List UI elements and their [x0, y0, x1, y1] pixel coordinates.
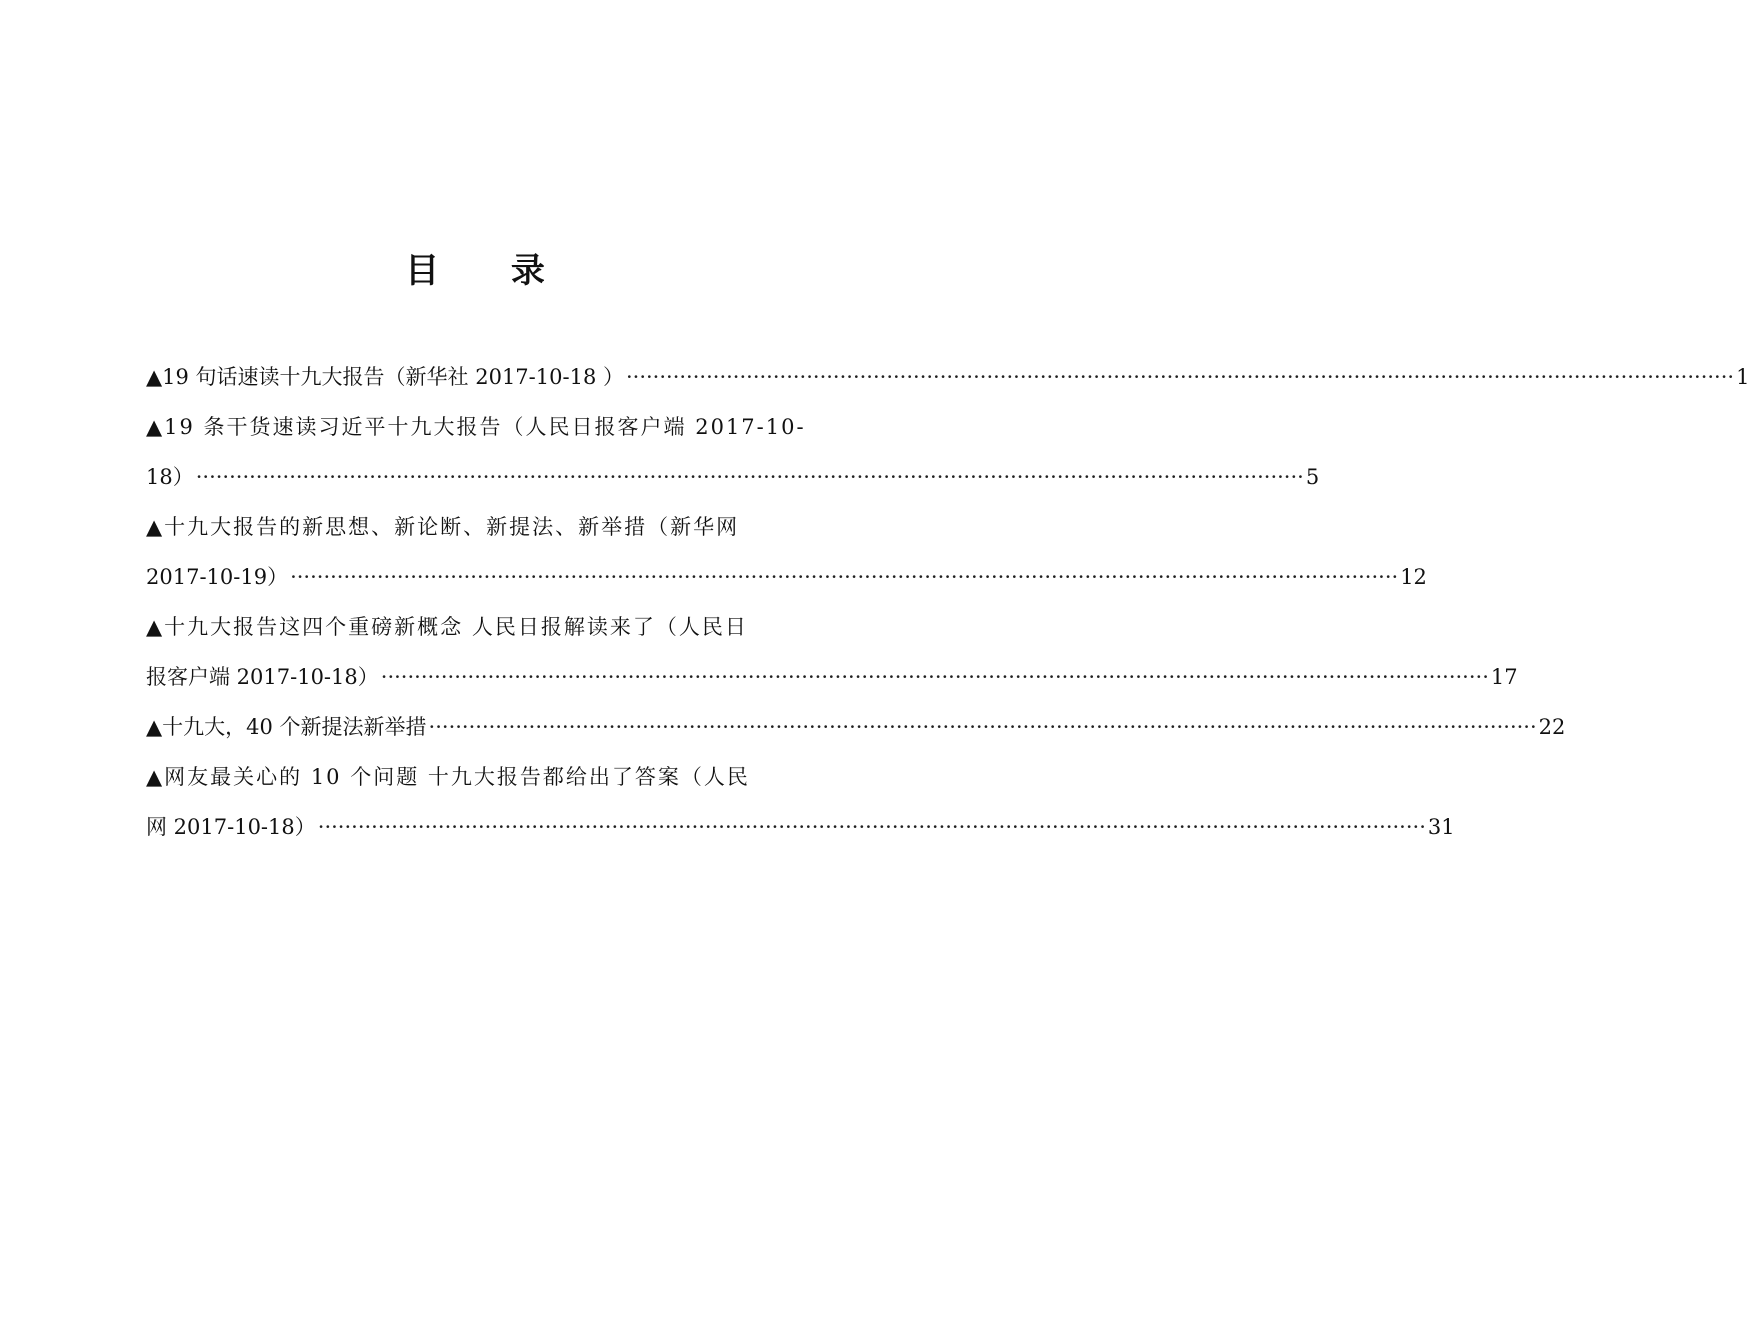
toc-entry-line	[146, 652, 1518, 702]
toc-entry-title-continued[interactable]: 18）	[146, 465, 194, 489]
toc-entry-title[interactable]: ▲十九大报告这四个重磅新概念 人民日报解读来了（人民日	[146, 615, 748, 639]
toc-entry-title-continued[interactable]: 2017-10-19）	[146, 565, 289, 589]
toc-entry-title[interactable]: ▲19 句话速读十九大报告（新华社 2017-10-18 ）	[146, 365, 624, 389]
toc-entry-1[interactable]	[146, 352, 1749, 402]
toc-entry-title[interactable]: ▲十九大，40 个新提法新举措	[146, 715, 427, 739]
toc-entry-2[interactable]	[146, 402, 1320, 502]
toc-page-number[interactable]: 5	[1305, 465, 1320, 489]
toc-entry-3[interactable]	[146, 502, 1427, 602]
dot-leader	[290, 552, 1398, 602]
toc-page-number[interactable]: 17	[1490, 665, 1518, 689]
dot-leader	[429, 702, 1537, 752]
toc-entry-5[interactable]	[146, 702, 1566, 752]
toc-entry-line	[146, 802, 1455, 852]
toc-entry-line	[146, 752, 840, 802]
toc-page-number[interactable]: 1	[1736, 365, 1749, 389]
toc-page-number[interactable]: 12	[1400, 565, 1427, 589]
toc-entry-title-continued[interactable]: 网 2017-10-18）	[146, 815, 316, 839]
toc-entry-line	[146, 352, 1749, 402]
table-of-contents	[146, 352, 1749, 852]
toc-entry-title[interactable]: ▲19 条干货速读习近平十九大报告（人民日报客户端 2017-10-	[146, 415, 806, 439]
toc-entry-line	[146, 502, 840, 552]
toc-page-number[interactable]: 31	[1427, 815, 1455, 839]
toc-entry-title[interactable]: ▲网友最关心的 10 个问题 十九大报告都给出了答案（人民	[146, 765, 750, 789]
toc-page-number[interactable]: 22	[1538, 715, 1566, 739]
toc-entry-line	[146, 452, 1320, 502]
dot-leader	[381, 652, 1489, 702]
toc-entry-line	[146, 702, 1566, 752]
toc-entry-line	[146, 552, 1427, 602]
dot-leader	[196, 452, 1304, 502]
toc-entry-line	[146, 402, 840, 452]
dot-leader	[318, 802, 1426, 852]
toc-entry-line	[146, 602, 840, 652]
toc-entry-title[interactable]: ▲十九大报告的新思想、新论断、新提法、新举措（新华网	[146, 515, 740, 539]
toc-entry-title-continued[interactable]: 报客户端 2017-10-18）	[146, 665, 379, 689]
toc-entry-6[interactable]	[146, 752, 1455, 852]
dot-leader	[626, 352, 1734, 402]
page-title: 目 录	[405, 251, 575, 291]
toc-entry-4[interactable]	[146, 602, 1518, 702]
